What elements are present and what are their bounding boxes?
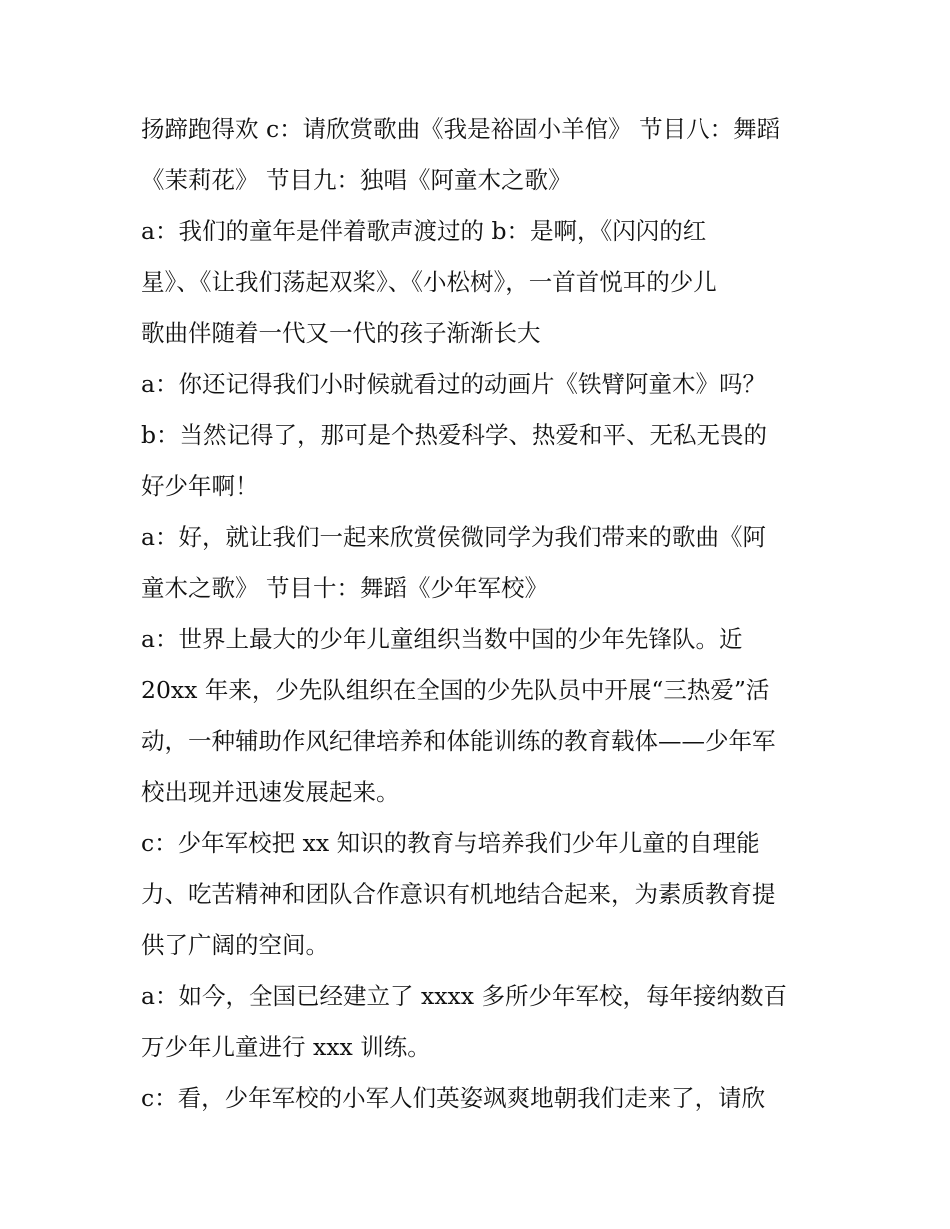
text-line: 动，一种辅助作风纪律培养和体能训练的教育载体——少年军	[141, 727, 776, 755]
text-line: 扬蹄跑得欢 c：请欣赏歌曲《我是裕固小羊倌》 节目八：舞蹈	[141, 115, 781, 143]
text-line: 《茉莉花》 节目九：独唱《阿童木之歌》	[141, 166, 572, 194]
text-line: 供了广阔的空间。	[141, 931, 329, 959]
text-line: 校出现并迅速发展起来。	[141, 778, 400, 806]
text-line: 星》、《让我们荡起双桨》、《小松树》，一首首悦耳的少儿	[141, 268, 717, 296]
text-line: 万少年儿童进行 xxx 训练。	[141, 1033, 431, 1061]
text-line: 童木之歌》 节目十：舞蹈《少年军校》	[141, 574, 548, 602]
text-line: 20xx 年来，少先队组织在全国的少先队员中开展“三热爱”活	[141, 676, 770, 704]
text-line: 力、吃苦精神和团队合作意识有机地结合起来，为素质教育提	[141, 880, 776, 908]
text-line: b：当然记得了，那可是个热爱科学、热爱和平、无私无畏的	[141, 421, 768, 449]
text-line: 歌曲伴随着一代又一代的孩子渐渐长大	[141, 319, 541, 347]
document-body	[141, 104, 821, 1124]
text-line: a：好，就让我们一起来欣赏侯微同学为我们带来的歌曲《阿	[141, 523, 767, 551]
text-line: a：我们的童年是伴着歌声渡过的 b：是啊，《闪闪的红	[141, 217, 707, 245]
text-line: a：你还记得我们小时候就看过的动画片《铁臂阿童木》吗？	[141, 370, 767, 398]
text-line: c：看，少年军校的小军人们英姿飒爽地朝我们走来了，请欣	[141, 1084, 766, 1112]
text-line: c：少年军校把 xx 知识的教育与培养我们少年儿童的自理能	[141, 829, 760, 857]
text-line: a：如今，全国已经建立了 xxxx 多所少年军校，每年接纳数百	[141, 982, 787, 1010]
text-line: a：世界上最大的少年儿童组织当数中国的少年先锋队。近	[141, 625, 743, 653]
text-line: 好少年啊！	[141, 472, 259, 500]
